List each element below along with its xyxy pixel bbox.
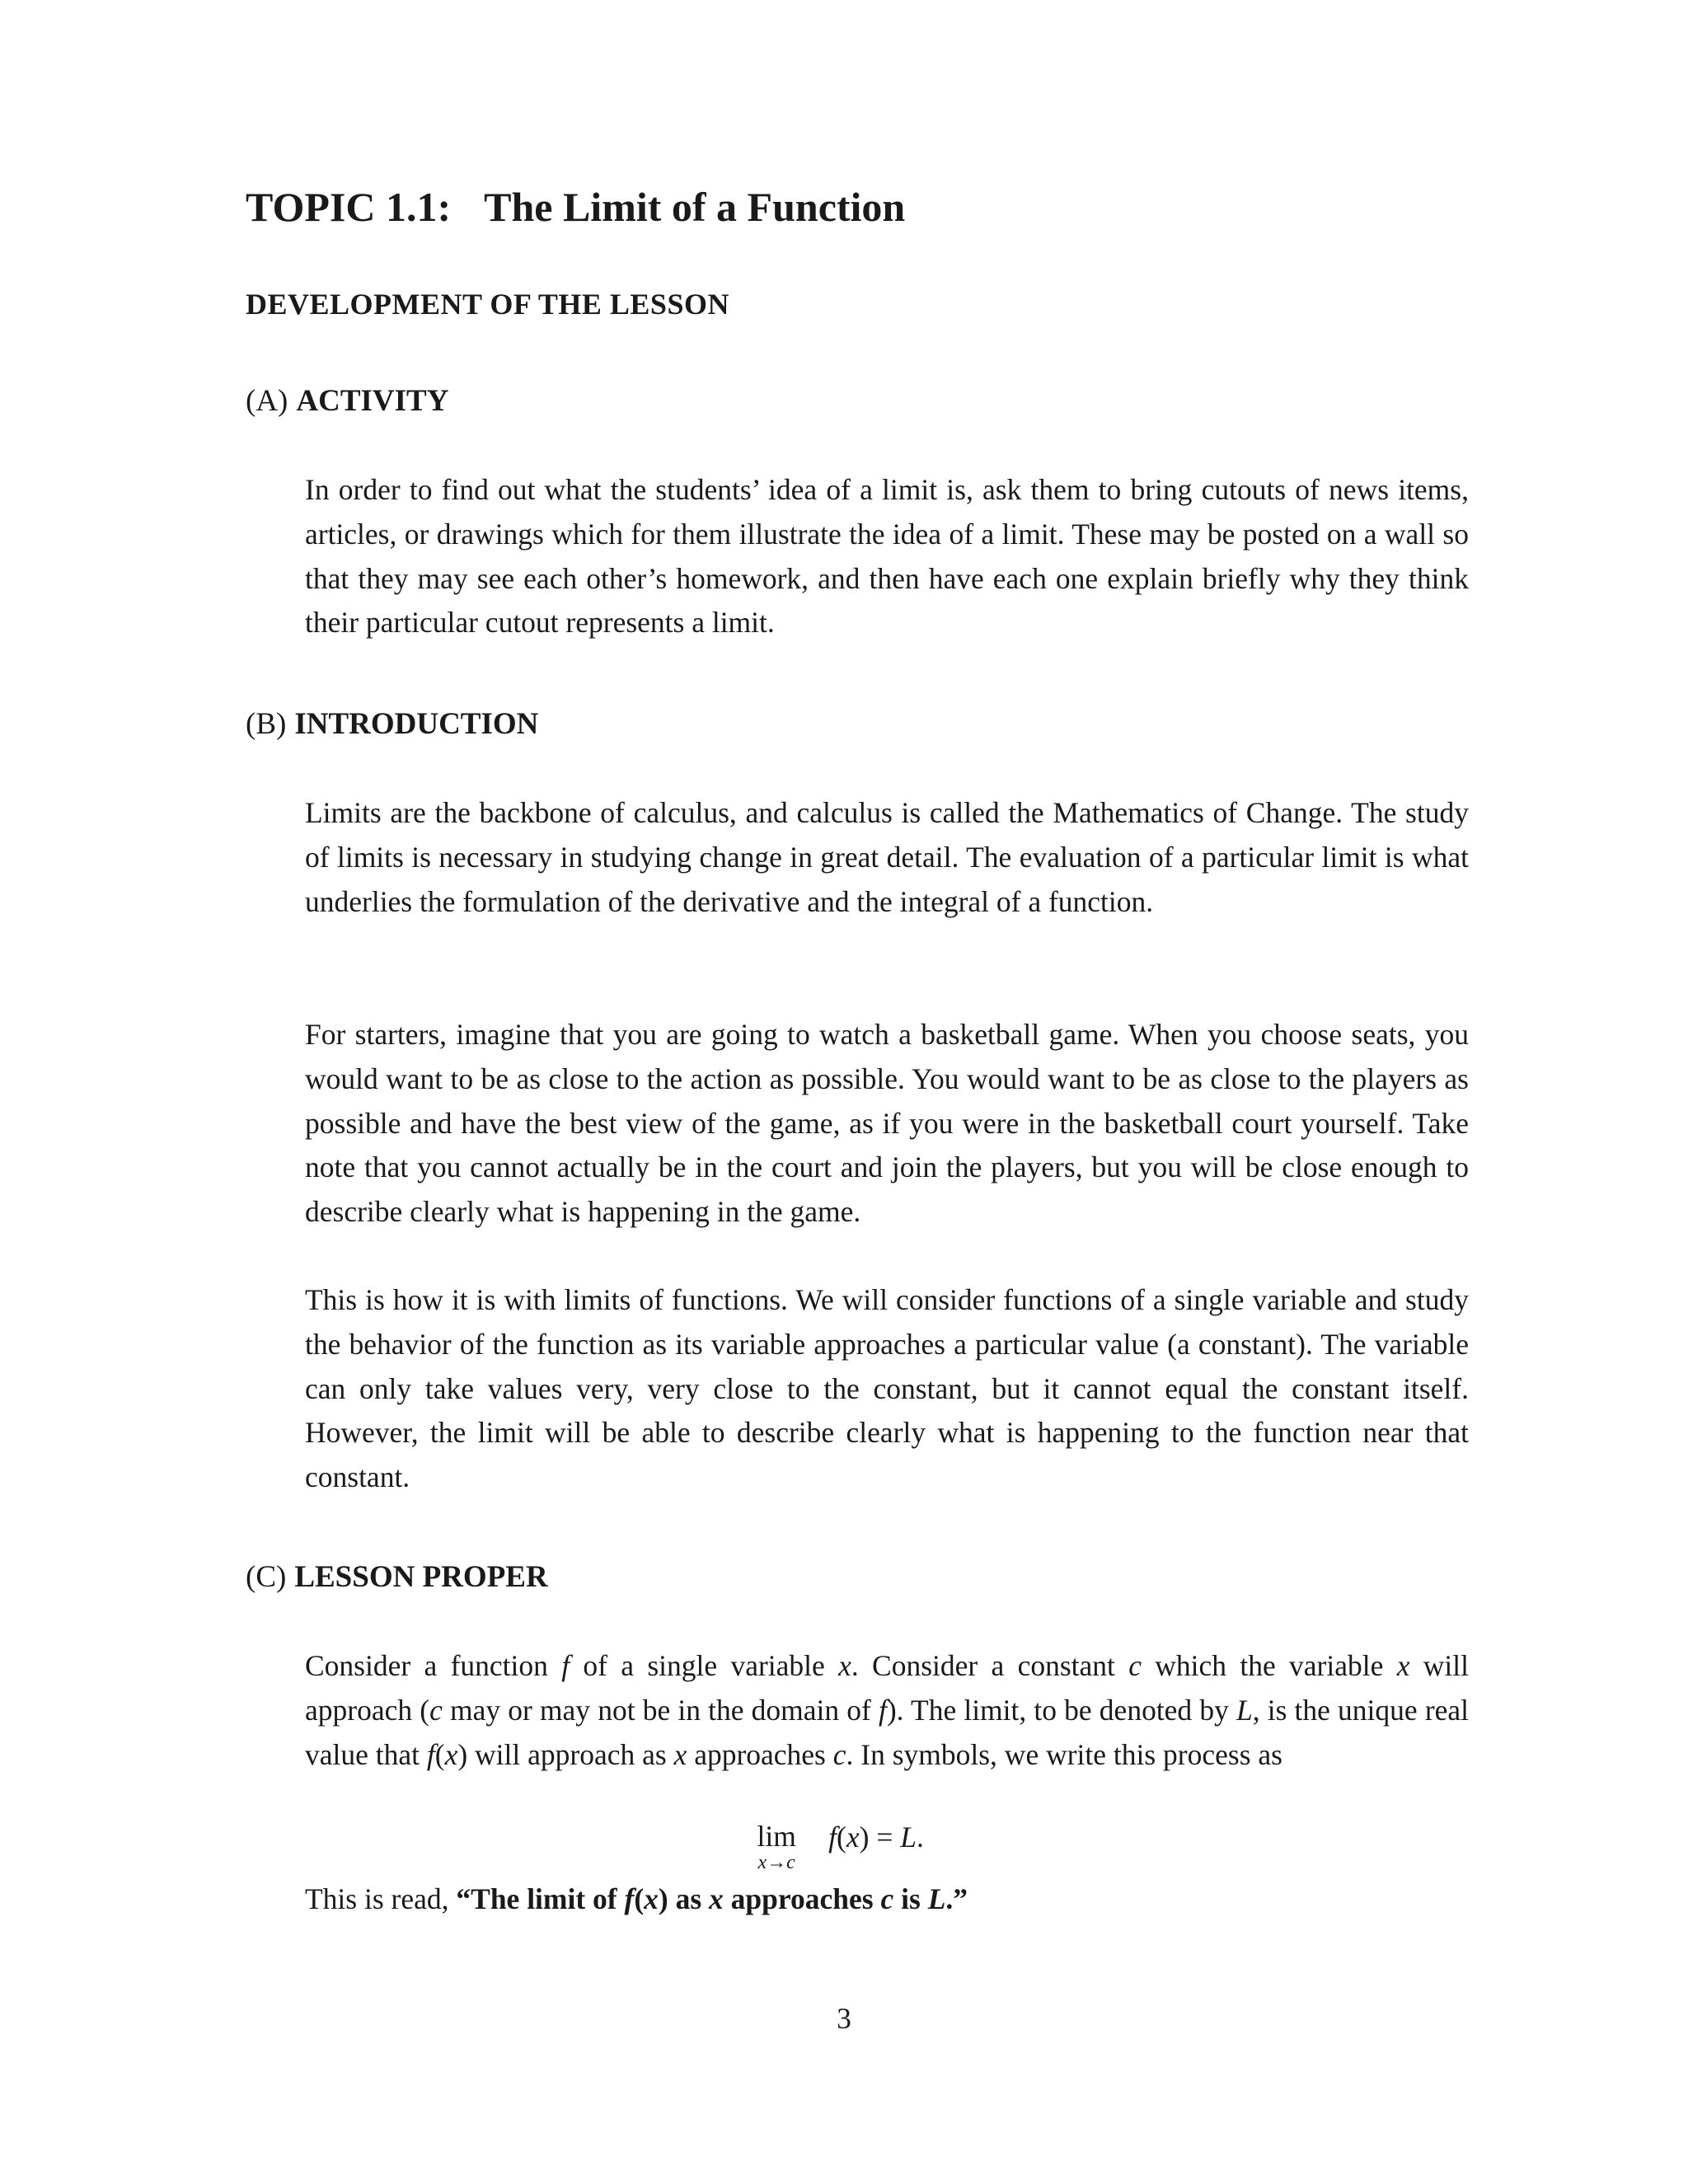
introduction-paragraph-3: This is how it is with limits of functions. We will consider functions of a single variable and study the behavior of the function as its variable approaches a particular value (a constant). The variable can only take values very, very close to the constant, but it cannot equal the constant itself. However, the limit will be able to describe clearly what is happening to the function near that constant. (305, 1283, 1469, 1494)
section-name: LESSON PROPER (294, 1560, 548, 1594)
equation-equals: ) = (859, 1821, 901, 1854)
math-var-x: x (1396, 1649, 1410, 1682)
math-var-f: f (561, 1649, 570, 1682)
section-heading-lesson-proper (246, 1559, 548, 1595)
section-name: ACTIVITY (296, 384, 449, 418)
page-number: 3 (837, 2002, 851, 2035)
math-var-c: c (832, 1737, 846, 1771)
text-run: ). The limit, to be denoted by (886, 1693, 1236, 1727)
text-run: will approach ( (305, 1649, 1469, 1727)
text-run: which the variable (1141, 1649, 1397, 1682)
topic-name: The Limit of a Function (484, 184, 906, 230)
activity-paragraph: In order to find out what the students’ idea of a limit is, ask them to bring cutouts of news items, articles, or drawings which for them illustrate the idea of a limit. These may be posted on a wall so that they may see each other’s homework, and then have each one explain briefly why they think their particular cutout represents a limit. (305, 473, 1469, 640)
math-var-f: f (426, 1737, 435, 1771)
introduction-paragraph-2: For starters, imagine that you are going to watch a basketball game. When you choose seats, you would want to be as close to the action as possible. You would want to be as close to the players as possible and have the best view of the game, as if you were in the basketball court yourself. Take note that you cannot actually be in the court and join the players, but you will be close enough to describe clearly what is happening in the game. (305, 1018, 1469, 1229)
math-var-L: L (900, 1821, 917, 1854)
math-var-x: x (709, 1882, 724, 1915)
math-var-c: c (429, 1693, 443, 1727)
math-var-L: L (1236, 1693, 1253, 1727)
text-run: ( (434, 1737, 445, 1771)
math-var-f: f (828, 1821, 837, 1854)
section-name: INTRODUCTION (294, 707, 539, 741)
section-letter: (C) (246, 1560, 287, 1594)
math-var-x: x (838, 1649, 851, 1682)
math-var-c: c (1128, 1649, 1142, 1682)
equation-expression (828, 1821, 924, 1854)
bold-run: The limit of (471, 1882, 625, 1915)
text-run: Consider a function (305, 1649, 562, 1682)
equation-paren: ( (837, 1821, 846, 1854)
bold-run: ) as (658, 1882, 710, 1915)
text-run: of a single variable (570, 1649, 839, 1682)
introduction-paragraph-1: Limits are the backbone of calculus, and calculus is called the Mathematics of Change. The study of limits is necessary in studying change in great detail. The evaluation of a particular limit is what underlies the formulation of the derivative and the integral of a function. (305, 796, 1469, 918)
bold-run: is (893, 1882, 928, 1915)
text-run: may or may not be in the domain of (442, 1693, 879, 1727)
quote-mark: “ (456, 1882, 471, 1915)
limit-operator (731, 1820, 822, 1872)
text-run: approaches (687, 1737, 833, 1771)
lim-subscript: x→c (757, 1852, 795, 1873)
lesson-subheading: DEVELOPMENT OF THE LESSON (246, 288, 729, 321)
section-heading-activity (246, 383, 448, 419)
section-letter: (A) (246, 384, 288, 418)
bold-run: .” (945, 1882, 968, 1915)
math-var-x: x (444, 1737, 458, 1771)
math-var-x: x (846, 1821, 860, 1854)
text-run: . In symbols, we write this process as (846, 1737, 1282, 1771)
section-heading-introduction (246, 706, 538, 742)
bold-run: approaches (723, 1882, 881, 1915)
math-var-f: f (878, 1693, 887, 1727)
text-run: This is read, (305, 1882, 457, 1915)
math-var-x: x (644, 1882, 659, 1915)
math-var-c: c (880, 1882, 894, 1915)
lim-word: lim (757, 1820, 796, 1853)
text-run: . Consider a constant (851, 1649, 1129, 1682)
limit-equation (0, 1820, 1688, 1873)
section-letter: (B) (246, 707, 287, 741)
topic-label: TOPIC 1.1: (246, 184, 452, 230)
limit-reading-sentence (305, 1882, 968, 1916)
math-var-L: L (927, 1882, 946, 1915)
bold-run: ( (634, 1882, 645, 1915)
text-run: , is the unique real value that (305, 1693, 1470, 1771)
topic-title (246, 183, 905, 231)
math-var-x: x (673, 1737, 687, 1771)
equation-period: . (916, 1821, 924, 1854)
equation-body (731, 1820, 924, 1873)
lesson-paragraph (305, 1644, 1469, 1777)
math-var-f: f (624, 1882, 635, 1915)
text-run: ) will approach as (457, 1737, 674, 1771)
